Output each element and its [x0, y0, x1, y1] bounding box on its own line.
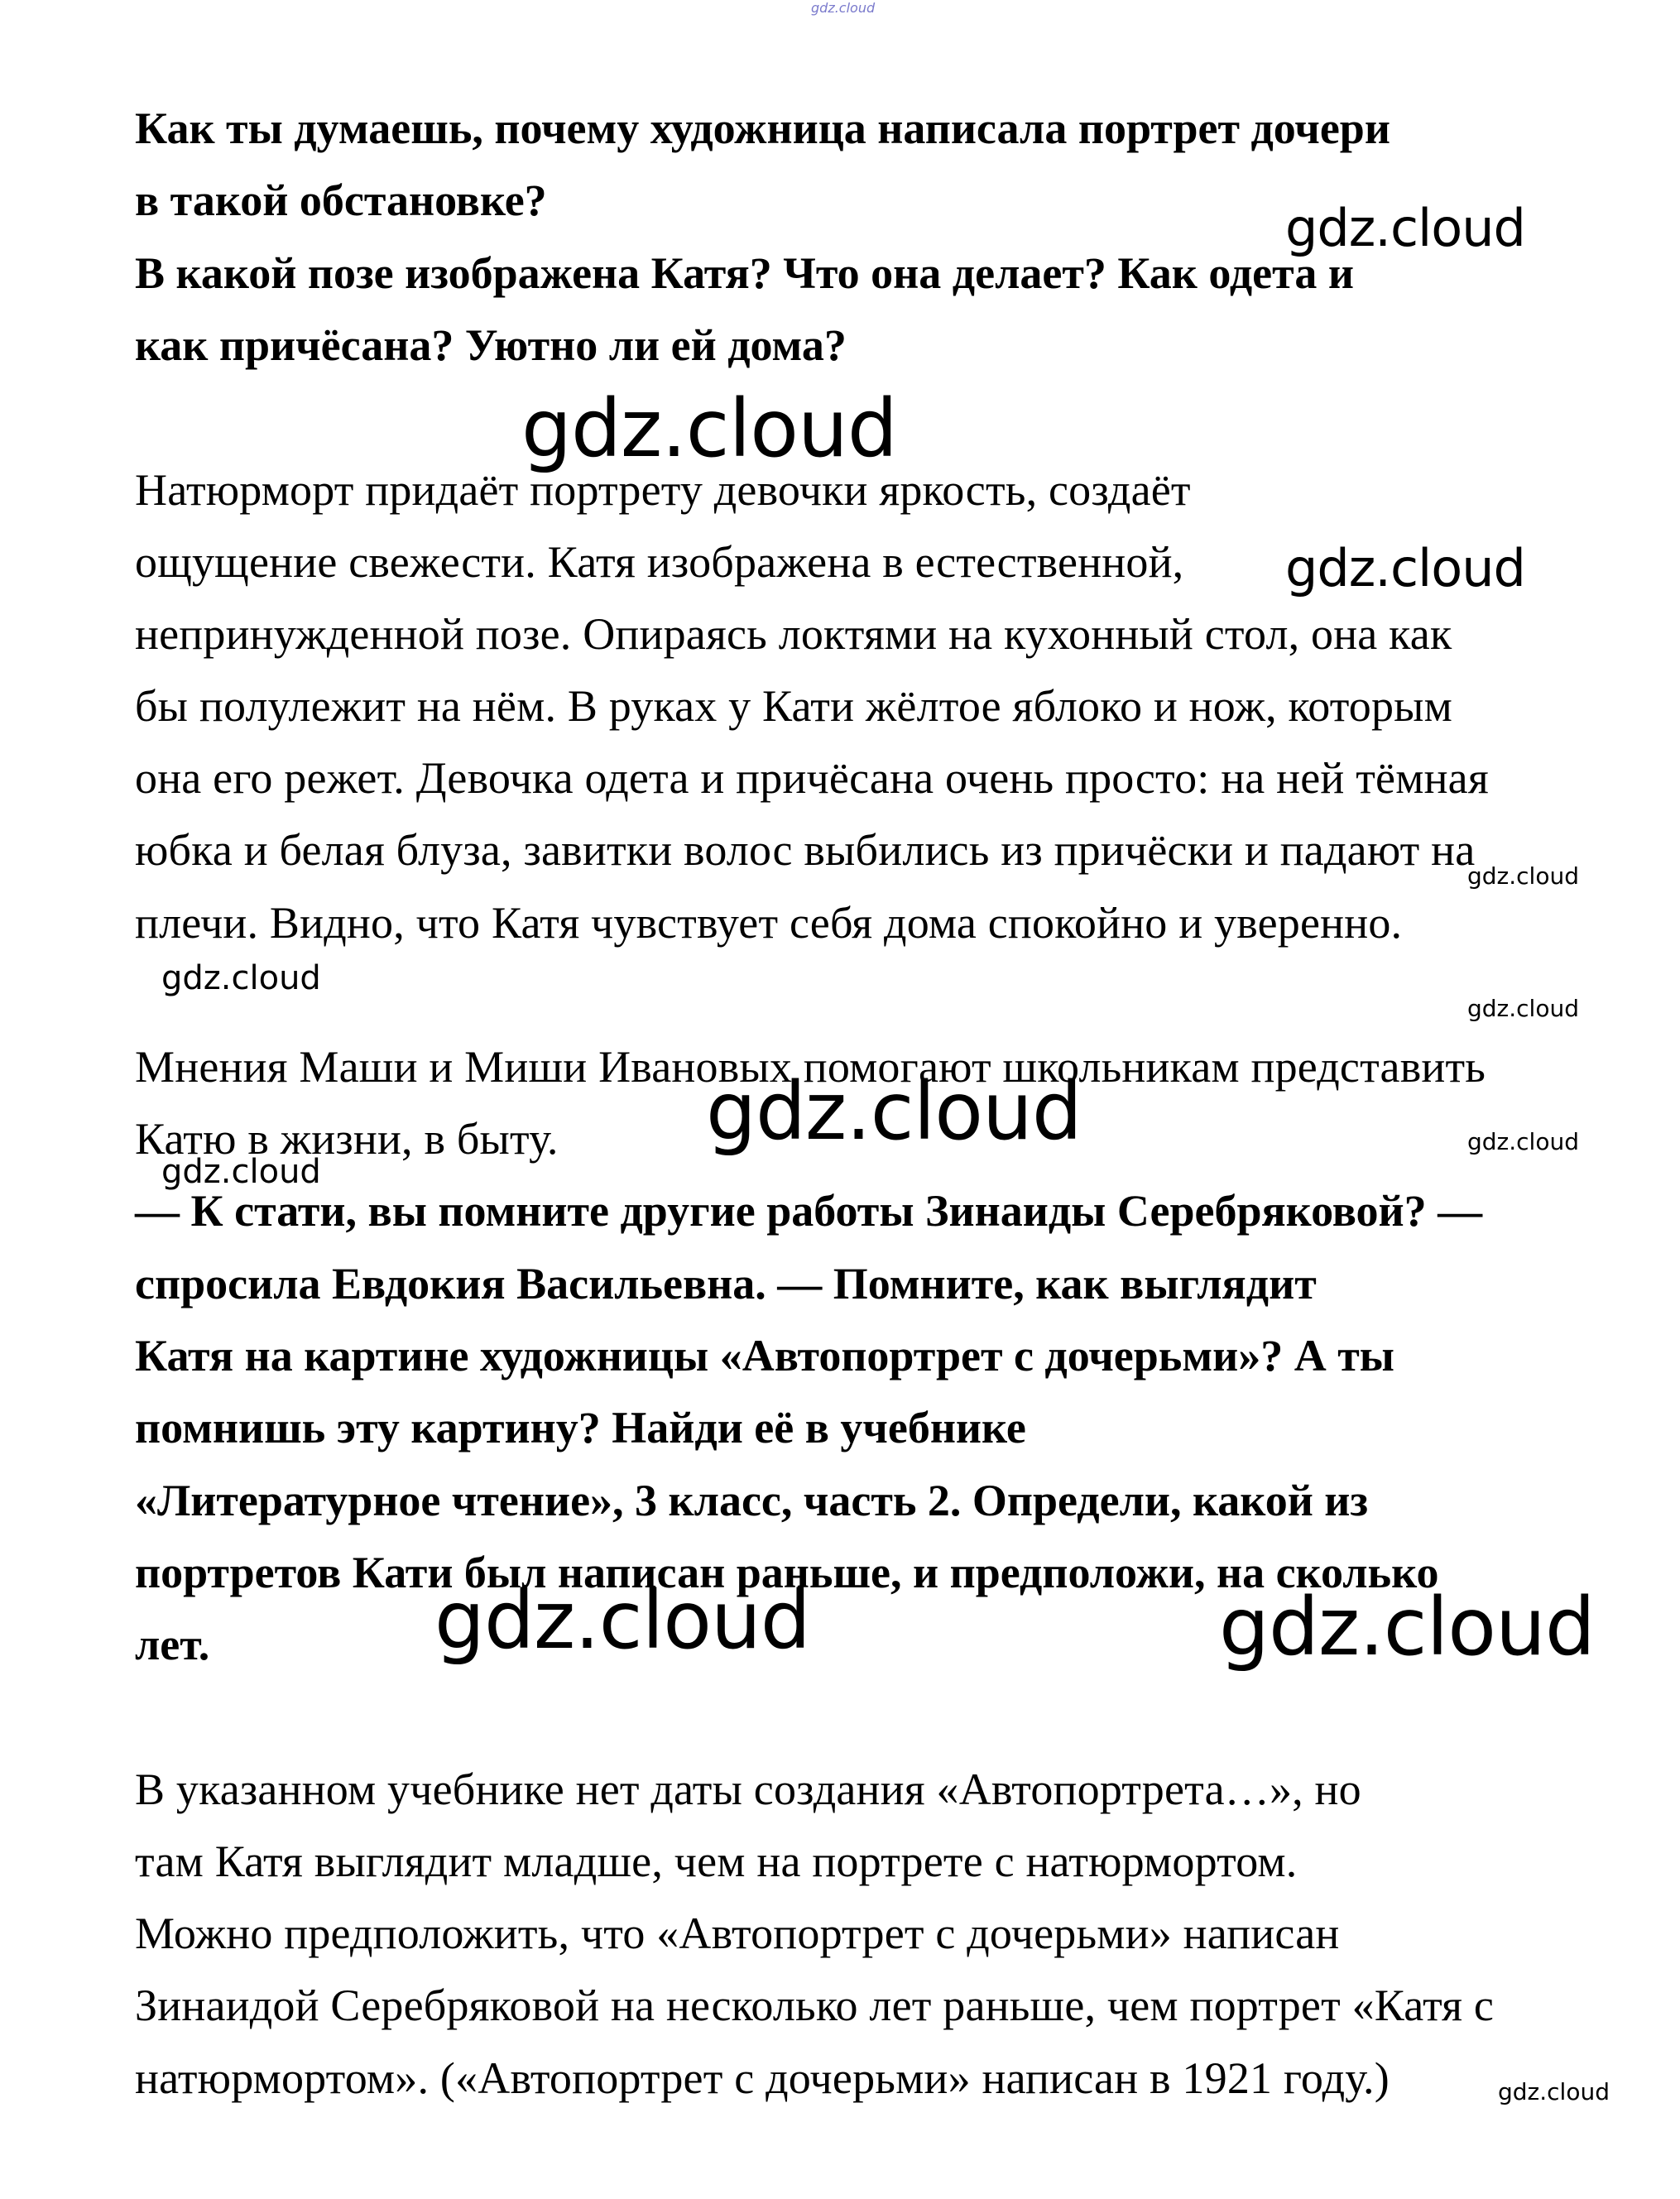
answer-2-line-2: там Катя выглядит младше, чем на портрете с натюрмортом. [135, 1837, 1298, 1886]
answer-1-line-2: ощущение свежести. Катя изображена в естественной, [135, 537, 1184, 587]
question-1-line-3: В какой позе изображена Катя? Что она делает? Как одета и [135, 248, 1354, 298]
remark-line-1: Мнения Маши и Миши Ивановых помогают школьникам представить [135, 1042, 1486, 1092]
answer-1-line-3: непринужденной позе. Опираясь локтями на кухонный стол, она как [135, 609, 1452, 659]
question-1-line-2: в такой обстановке? [135, 175, 547, 225]
remark-line-2: Катю в жизни, в быту. [135, 1114, 559, 1164]
watermark: gdz.cloud [521, 382, 897, 475]
question-2-line-7: лет. [135, 1620, 210, 1669]
watermark: gdz.cloud [1467, 995, 1579, 1022]
answer-1-line-4: бы полулежит на нём. В руках у Кати жёлтое яблоко и нож, которым [135, 681, 1453, 731]
question-2-line-5: «Литературное чтение», 3 класс, часть 2. Определи, какой из [135, 1476, 1369, 1525]
question-2-line-3: Катя на картине художницы «Автопортрет с дочерьми»? А ты [135, 1331, 1394, 1380]
watermark: gdz.cloud [1285, 198, 1525, 258]
answer-2-line-4: Зинаидой Серебряковой на несколько лет раньше, чем портрет «Катя с [135, 1981, 1495, 2030]
question-1-line-4: как причёсана? Уютно ли ей дома? [135, 320, 847, 370]
answer-1-line-5: она его режет. Девочка одета и причёсана очень просто: на ней тёмная [135, 753, 1489, 803]
top-watermark: gdz.cloud [811, 0, 876, 16]
watermark: gdz.cloud [1467, 1128, 1579, 1155]
answer-1-line-1: Натюрморт придаёт портрету девочки яркость, создаёт [135, 465, 1191, 515]
question-1-line-1: Как ты думаешь, почему художница написала портрет дочери [135, 103, 1390, 153]
answer-2-line-1: В указанном учебнике нет даты создания «Автопортрета…», но [135, 1764, 1361, 1814]
watermark: gdz.cloud [161, 959, 321, 997]
question-2-line-2: спросила Евдокия Васильевна. — Помните, как выглядит [135, 1259, 1317, 1308]
watermark: gdz.cloud [1219, 1581, 1595, 1673]
question-2-line-6: портретов Кати был написан раньше, и предположи, на сколько [135, 1548, 1439, 1597]
answer-2-line-3: Можно предположить, что «Автопортрет с дочерьми» написан [135, 1909, 1340, 1958]
watermark: gdz.cloud [1498, 2078, 1610, 2105]
watermark: gdz.cloud [1285, 538, 1525, 598]
answer-2-line-5: натюрмортом». («Автопортрет с дочерьми» написан в 1921 году.) [135, 2053, 1390, 2103]
answer-1-line-7: плечи. Видно, что Катя чувствует себя дома спокойно и уверенно. [135, 898, 1403, 948]
watermark: gdz.cloud [1467, 862, 1579, 890]
question-2-line-1: — К стати, вы помните другие работы Зинаиды Серебряковой? — [135, 1186, 1483, 1236]
watermark: gdz.cloud [706, 1065, 1082, 1158]
watermark: gdz.cloud [161, 1153, 321, 1191]
answer-1-line-6: юбка и белая блуза, завитки волос выбились из причёски и падают на [135, 825, 1476, 875]
watermark: gdz.cloud [434, 1574, 810, 1667]
question-2-line-4: помнишь эту картину? Найди её в учебнике [135, 1403, 1026, 1452]
